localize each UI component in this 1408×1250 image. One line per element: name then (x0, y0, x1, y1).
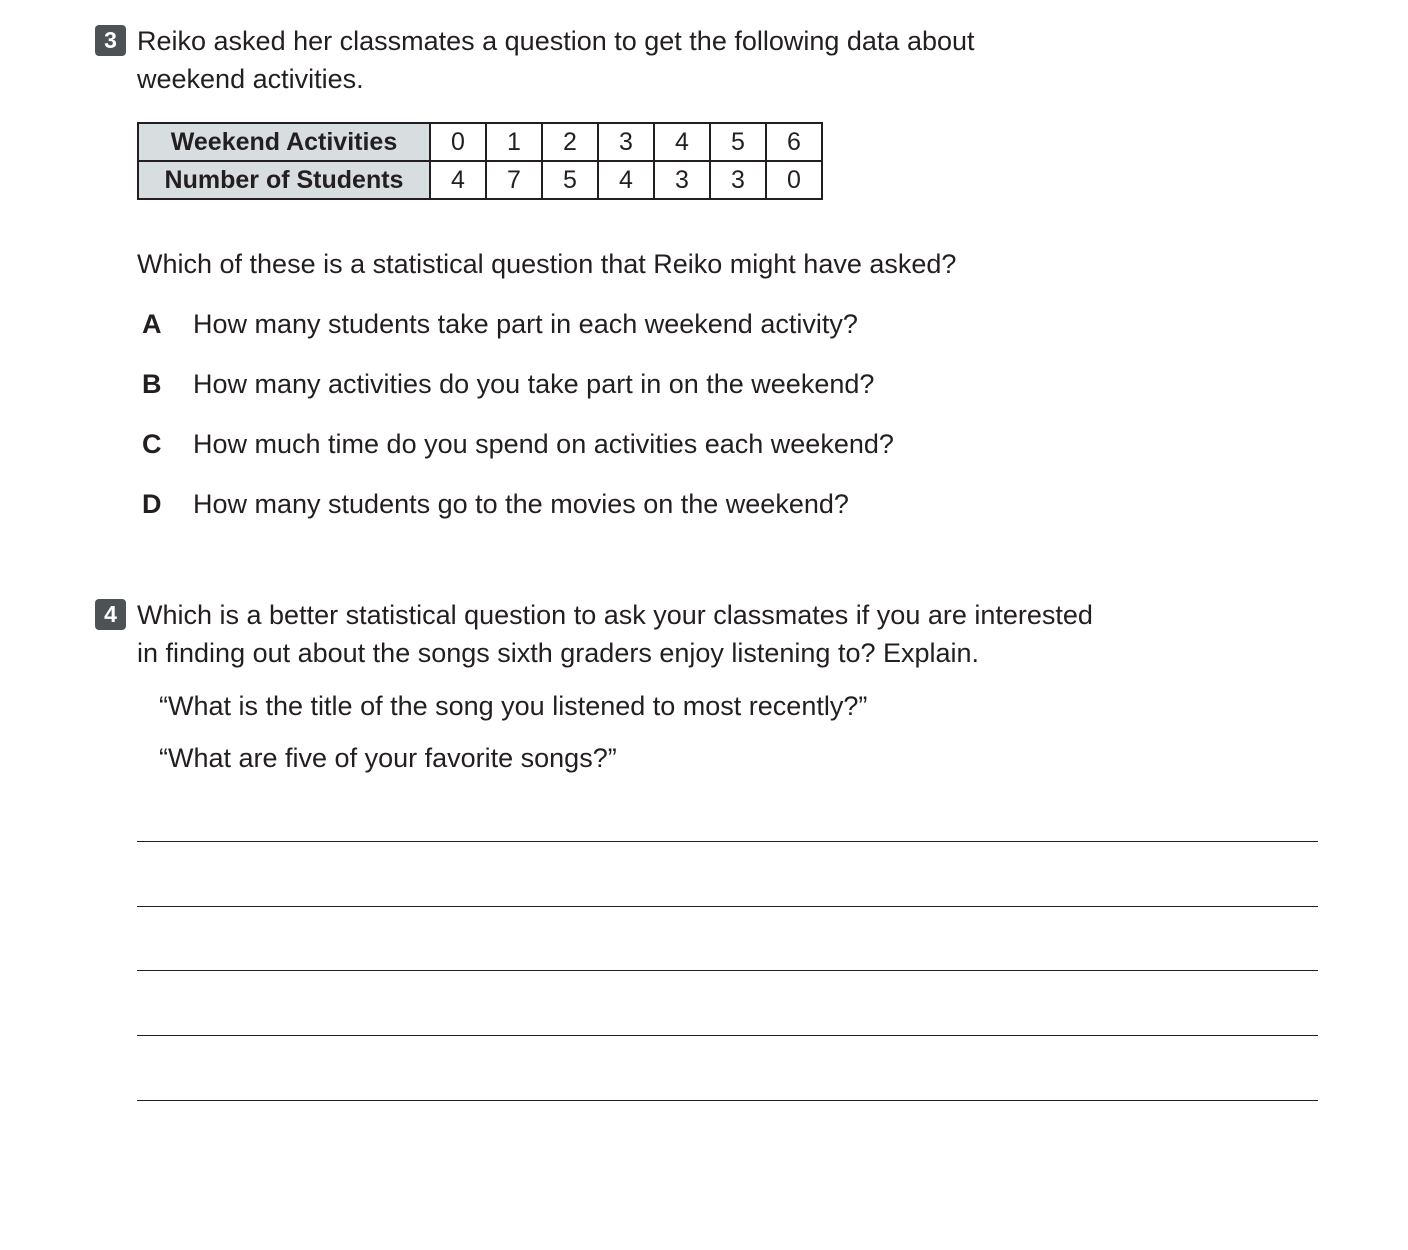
quote-option-1: “What is the title of the song you listened to most recently?” (159, 691, 868, 721)
choice-text: How much time do you spend on activities each weekend? (193, 429, 894, 459)
choice-text: How many students go to the movies on the weekend? (193, 489, 849, 519)
table-cell: 5 (542, 161, 598, 199)
table-cell: 6 (766, 123, 822, 161)
answer-line[interactable] (137, 841, 1318, 842)
quote-option-2: “What are five of your favorite songs?” (159, 743, 617, 773)
table-cell: 3 (598, 123, 654, 161)
table-cell: 4 (598, 161, 654, 199)
table-cell: 1 (486, 123, 542, 161)
choice-letter: A (142, 309, 162, 339)
choice-text: How many activities do you take part in on the weekend? (193, 369, 875, 399)
table-cell: 0 (766, 161, 822, 199)
table-cell: 0 (430, 123, 486, 161)
question-number-badge: 4 (95, 599, 126, 630)
question-number-badge: 3 (95, 25, 126, 56)
table-cell: 4 (654, 123, 710, 161)
table-row (138, 161, 822, 199)
question-text (137, 22, 975, 98)
table-cell: 2 (542, 123, 598, 161)
answer-line[interactable] (137, 1035, 1318, 1036)
choice-letter: C (142, 429, 162, 459)
table-cell: 4 (430, 161, 486, 199)
answer-line[interactable] (137, 906, 1318, 907)
question-text (137, 596, 1093, 672)
choice-letter: B (142, 369, 162, 399)
choice-text: How many students take part in each weekend activity? (193, 309, 858, 339)
weekend-activities-table (137, 122, 823, 200)
table-row (138, 123, 822, 161)
question-text-line: Which is a better statistical question to ask your classmates if you are interested (137, 600, 1093, 630)
answer-line[interactable] (137, 1100, 1318, 1101)
row-header-number-of-students: Number of Students (138, 161, 430, 199)
question-text-line: weekend activities. (137, 64, 364, 94)
question-prompt: Which of these is a statistical question that Reiko might have asked? (137, 249, 957, 279)
table-cell: 5 (710, 123, 766, 161)
question-text-line: in finding out about the songs sixth graders enjoy listening to? Explain. (137, 638, 980, 668)
table-cell: 3 (710, 161, 766, 199)
answer-line[interactable] (137, 970, 1318, 971)
row-header-weekend-activities: Weekend Activities (138, 123, 430, 161)
choice-letter: D (142, 489, 162, 519)
table-cell: 7 (486, 161, 542, 199)
table-cell: 3 (654, 161, 710, 199)
question-text-line: Reiko asked her classmates a question to get the following data about (137, 26, 975, 56)
